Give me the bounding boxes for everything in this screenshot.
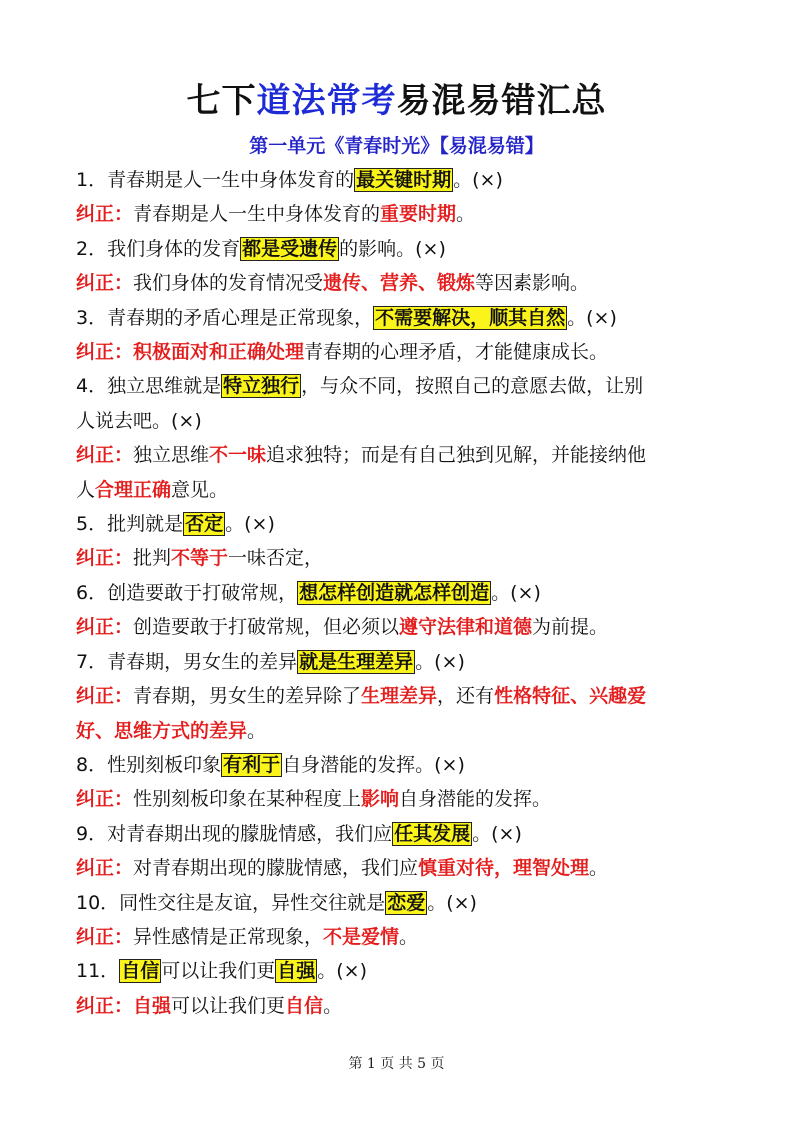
correction-label: 纠正： [76, 616, 134, 639]
corrected-phrase: 不是爱情 [323, 925, 400, 948]
highlighted-wrong-phrase: 不需要解决，顺其自然 [375, 306, 566, 329]
question-line [76, 886, 726, 920]
highlighted-wrong-phrase: 自强 [277, 960, 316, 983]
correction-line [76, 438, 726, 472]
text-segment: 的影响。(×) [339, 237, 446, 260]
correction-line [76, 714, 726, 748]
text-segment: 。 [456, 203, 476, 226]
text-segment: 人 [76, 478, 96, 501]
corrected-phrase: 慎重对待，理智处理 [418, 857, 590, 880]
question-line [76, 232, 726, 266]
correction-label: 纠正： [76, 685, 134, 708]
text-segment: 。 [247, 719, 267, 742]
text-segment: 青春期是人一生中身体发育的 [133, 203, 381, 226]
corrected-phrase: 重要时期 [380, 203, 457, 226]
question-line [76, 645, 726, 679]
corrected-phrase: 生理差异 [361, 685, 438, 708]
text-segment: 自身潜能的发挥。 [399, 788, 552, 811]
correction-label: 纠正： [76, 788, 134, 811]
text-segment: 10．同性交往是友谊，异性交往就是 [76, 891, 386, 914]
text-segment: 。(×) [317, 960, 367, 983]
page-title [0, 78, 793, 124]
highlighted-wrong-phrase: 否定 [185, 513, 224, 536]
text-segment: 青春期，男女生的差异除了 [133, 685, 362, 708]
corrected-phrase: 遵守法律和道德 [399, 616, 533, 639]
text-segment: 11． [76, 960, 120, 983]
corrected-phrase: 不一味 [209, 444, 267, 467]
correction-label: 纠正： [76, 994, 134, 1017]
text-segment: 批判 [133, 547, 172, 570]
question-line [76, 404, 726, 438]
corrected-phrase: 积极面对和正确处理 [133, 341, 305, 364]
text-segment: 独立思维 [133, 444, 210, 467]
text-segment: 。(×) [567, 306, 617, 329]
text-segment: 2．我们身体的发育 [76, 237, 241, 260]
corrected-phrase: 不等于 [171, 547, 229, 570]
highlighted-wrong-phrase: 恋爱 [387, 891, 426, 914]
content-list [76, 163, 726, 1023]
text-segment: 1．青春期是人一生中身体发育的 [76, 169, 355, 191]
correction-line [76, 266, 726, 300]
text-segment: 9．对青春期出现的朦胧情感，我们应 [76, 822, 393, 845]
corrected-phrase: 好、思维方式的差异 [76, 719, 248, 742]
correction-line [76, 335, 726, 369]
text-segment: 。(×) [491, 581, 541, 604]
text-segment: 性别刻板印象在某种程度上 [133, 788, 362, 811]
correction-line [76, 989, 726, 1023]
question-line [76, 576, 726, 610]
correction-line [76, 920, 726, 954]
text-segment: 。 [323, 994, 343, 1017]
correction-label: 纠正： [76, 272, 134, 295]
highlighted-wrong-phrase: 有利于 [223, 753, 281, 776]
corrected-phrase: 合理正确 [95, 478, 172, 501]
text-segment: 对青春期出现的朦胧情感，我们应 [133, 857, 419, 880]
text-segment: 。 [589, 857, 609, 880]
text-segment: 。(×) [472, 822, 522, 845]
question-line [76, 507, 726, 541]
text-segment: 一味否定， [228, 547, 324, 570]
correction-line [76, 679, 726, 713]
text-segment: ，还有 [437, 685, 495, 708]
highlighted-wrong-phrase: 都是受遗传 [242, 237, 338, 260]
text-segment: 。(×) [415, 650, 465, 673]
text-segment: 。(×) [225, 513, 275, 536]
highlighted-wrong-phrase: 任其发展 [394, 822, 471, 845]
text-segment: 异性感情是正常现象， [133, 925, 324, 948]
highlighted-wrong-phrase: 就是生理差异 [299, 650, 414, 673]
text-segment: 7．青春期，男女生的差异 [76, 650, 298, 673]
text-segment: 人说去吧。(×) [76, 409, 202, 432]
text-segment: ，与众不同，按照自己的意愿去做，让别 [301, 375, 644, 398]
title-part-2: 道法常考 [256, 81, 397, 121]
highlighted-wrong-phrase: 特立独行 [223, 375, 300, 398]
correction-line [76, 541, 726, 575]
question-line [76, 748, 726, 782]
correction-label: 纠正： [76, 857, 134, 880]
corrected-phrase: 自信 [285, 994, 324, 1017]
correction-label: 纠正： [76, 341, 134, 364]
text-segment: 。(×) [427, 891, 477, 914]
text-segment: 等因素影响。 [475, 272, 590, 295]
highlighted-wrong-phrase: 自信 [121, 960, 160, 983]
correction-label: 纠正： [76, 925, 134, 948]
question-line [76, 954, 726, 988]
correction-label: 纠正： [76, 547, 134, 570]
correction-line [76, 851, 726, 885]
text-segment: 8．性别刻板印象 [76, 753, 222, 776]
highlighted-wrong-phrase: 想怎样创造就怎样创造 [299, 581, 490, 604]
correction-line [76, 473, 726, 507]
highlighted-wrong-phrase: 最关键时期 [356, 169, 452, 191]
text-segment: 可以让我们更 [171, 994, 286, 1017]
text-segment: 。 [399, 925, 419, 948]
question-line [76, 817, 726, 851]
correction-line [76, 197, 726, 231]
correction-line [76, 782, 726, 816]
corrected-phrase: 遗传、营养、锻炼 [323, 272, 476, 295]
correction-label: 纠正： [76, 203, 134, 226]
text-segment: 4．独立思维就是 [76, 375, 222, 398]
question-line [76, 163, 726, 197]
text-segment: 青春期的心理矛盾，才能健康成长。 [304, 341, 609, 364]
text-segment: 为前提。 [532, 616, 609, 639]
correction-label: 纠正： [76, 444, 134, 467]
text-segment: 自身潜能的发挥。(×) [282, 753, 465, 776]
text-segment: 3．青春期的矛盾心理是正常现象， [76, 306, 374, 329]
page-footer: 第 1 页 共 5 页 [348, 1056, 445, 1072]
text-segment: 5．批判就是 [76, 513, 184, 536]
corrected-phrase: 影响 [361, 788, 400, 811]
corrected-phrase: 自强 [133, 994, 172, 1017]
question-line [76, 369, 726, 403]
text-segment: 追求独特；而是有自己独到见解，并能接纳他 [266, 444, 647, 467]
title-part-1: 七下 [186, 81, 257, 121]
unit-subtitle: 第一单元《青春时光》【易混易错】 [249, 135, 544, 157]
text-segment: 创造要敢于打破常规，但必须以 [133, 616, 400, 639]
text-segment: 可以让我们更 [161, 960, 276, 983]
question-line [76, 301, 726, 335]
text-segment: 我们身体的发育情况受 [133, 272, 324, 295]
text-segment: 意见。 [171, 478, 229, 501]
title-part-3: 易混易错汇总 [396, 81, 607, 121]
text-segment: 。(×) [453, 169, 503, 191]
text-segment: 6．创造要敢于打破常规， [76, 581, 298, 604]
corrected-phrase: 性格特征、兴趣爱 [494, 685, 647, 708]
correction-line [76, 610, 726, 644]
